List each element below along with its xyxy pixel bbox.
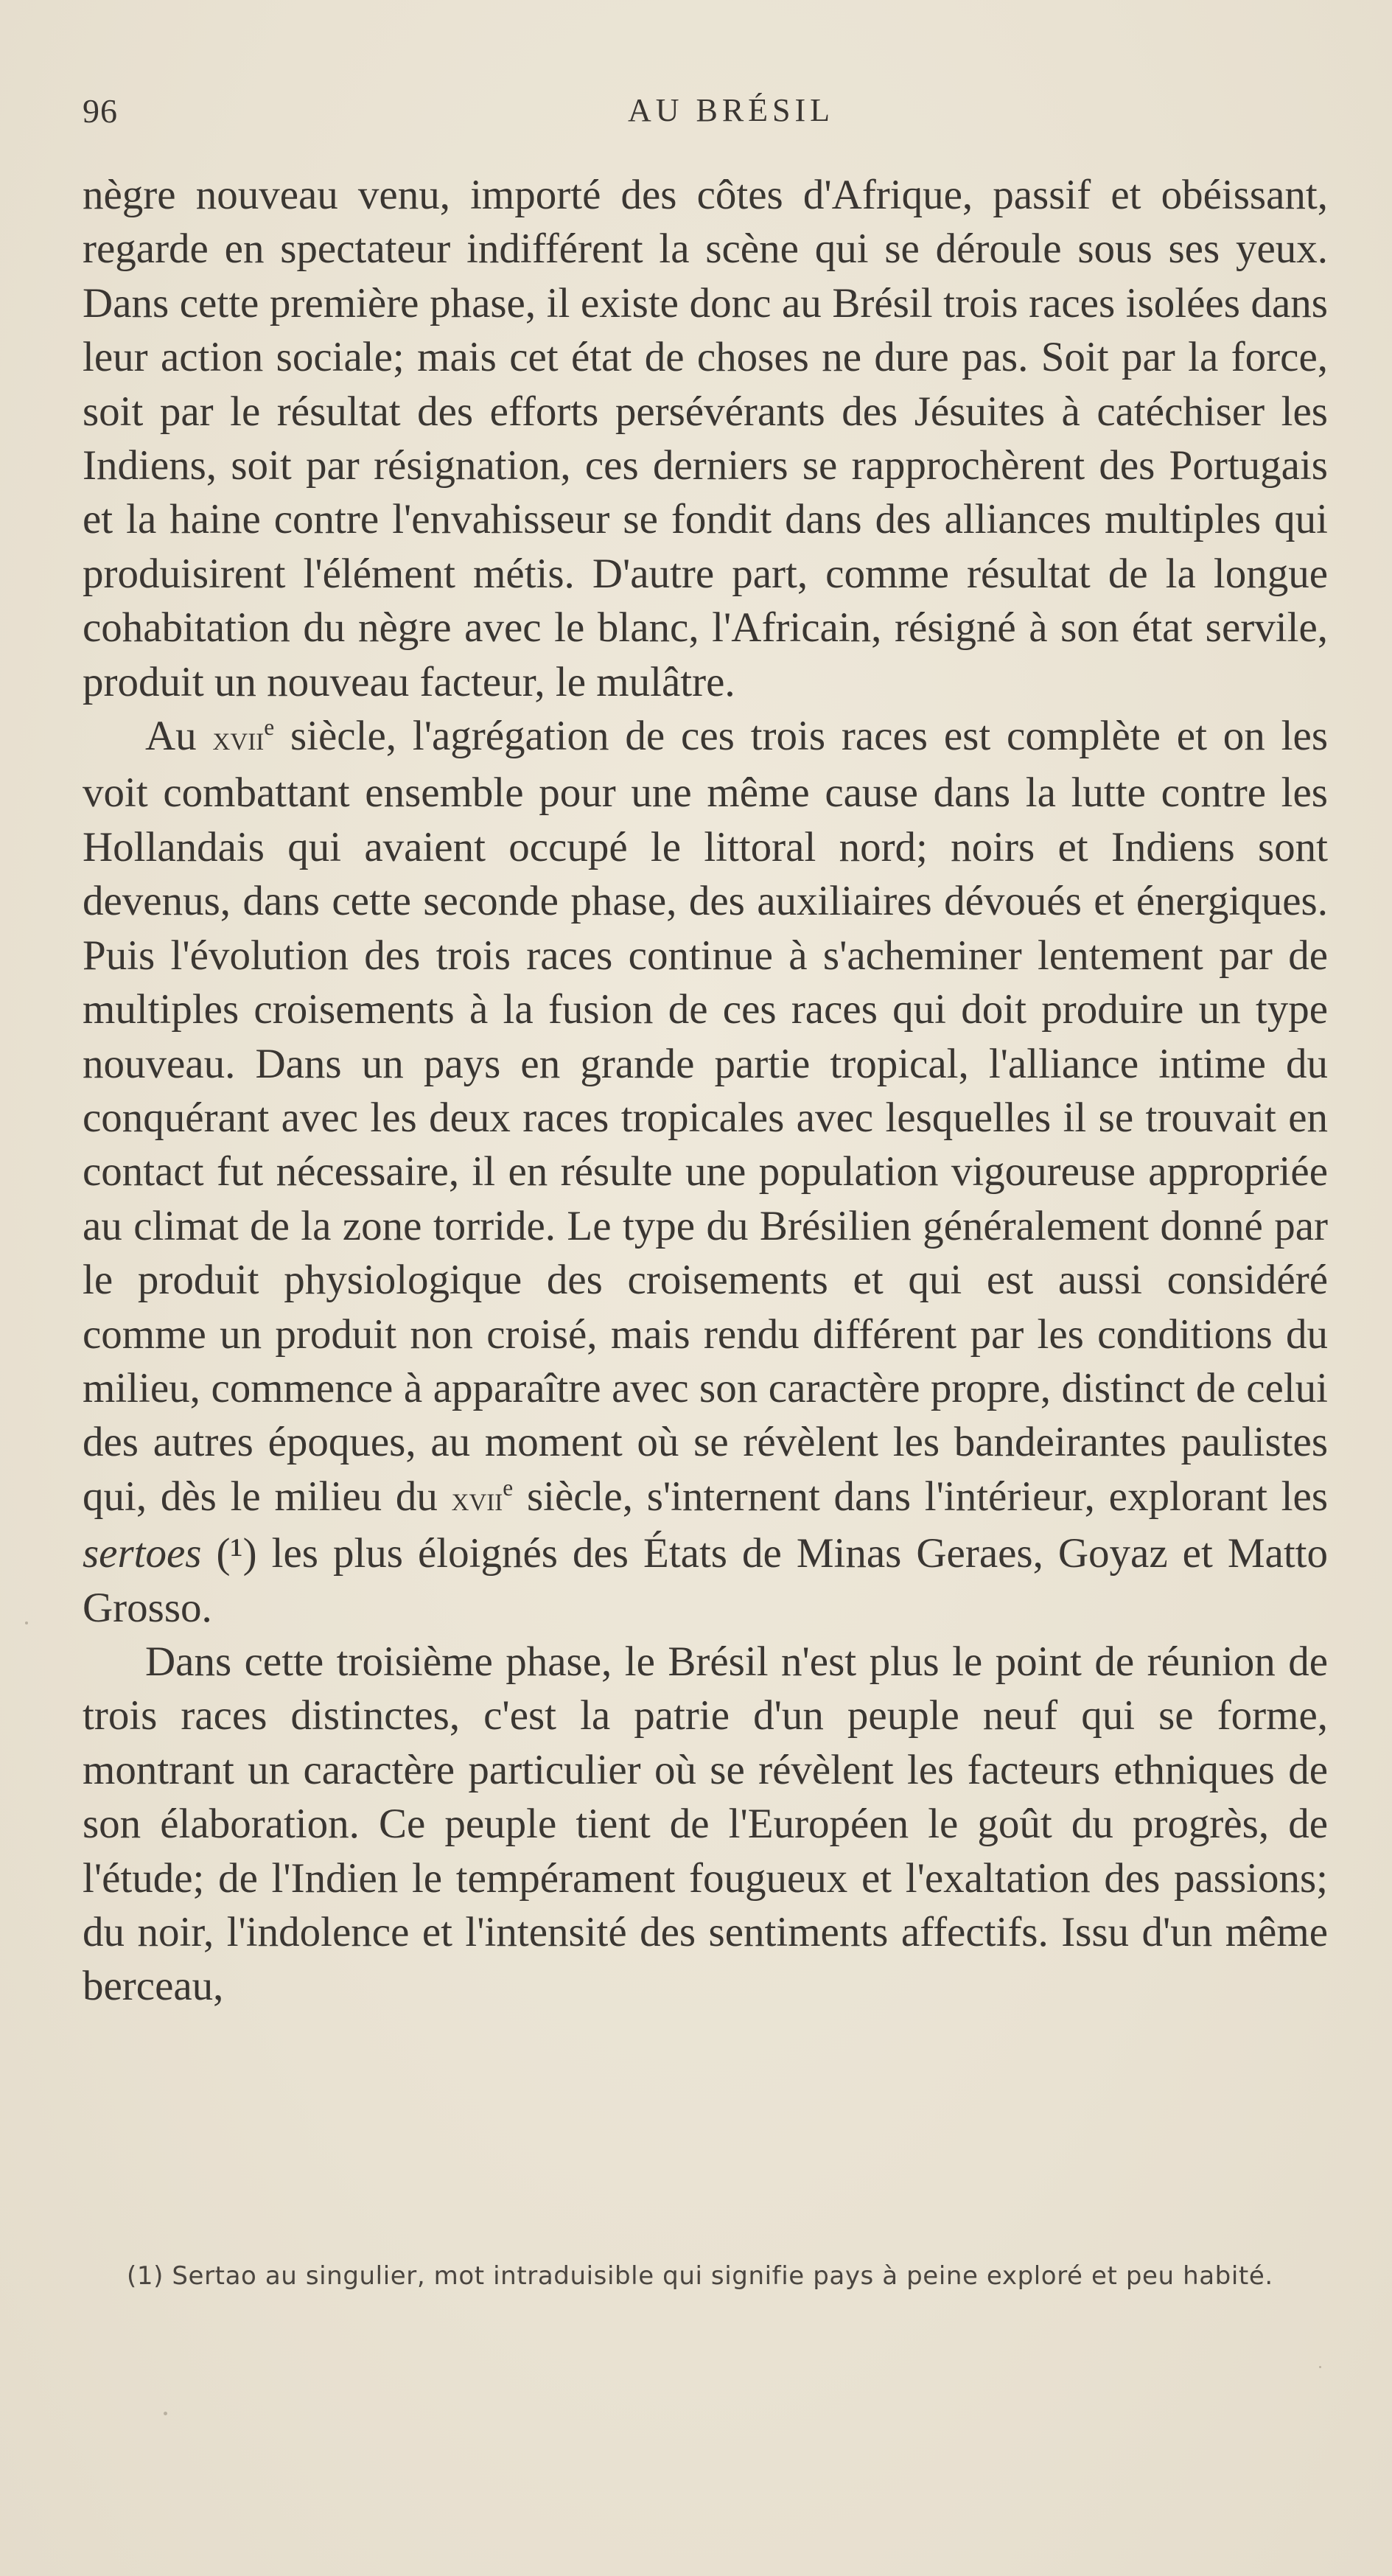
body-text [83, 168, 1328, 2014]
paragraph-3: Dans cette troisième phase, le Brésil n'est plus le point de réunion de trois races distinctes, c'est la patrie d'un peuple neuf qui se forme, montrant un caractère particulier où se révèlent les facteurs ethniques de son élaboration. Ce peuple tient de l'Européen le goût du progrès, de l'étude; de l'Indien le tempérament fougueux et l'exaltation des passions; du noir, l'indolence et l'intensité des sentiments affectifs. Issu d'un même berceau, [83, 1638, 1328, 2010]
century-numeral-2: xvii [451, 1479, 503, 1518]
paper-speck [1319, 2366, 1321, 2368]
paragraph-2-text-c: siècle, s'internent dans l'intérieur, explorant les [513, 1473, 1328, 1520]
paragraph-2 [83, 709, 1328, 1635]
paragraph-2-text-a: Au [145, 713, 213, 760]
italic-term-sertoes: sertoes [83, 1530, 202, 1577]
century-numeral: xvii [212, 719, 265, 758]
page-number: 96 [83, 92, 118, 130]
paragraph-2-text-b: siècle, l'agrégation de ces trois races est complète et on les voit combattant ensemble pour une même cause dans la lutte contre les Hollandais qui avaient occupé le littoral nord; noirs et Indiens sont devenus, dans cette seconde phase, des auxiliaires dévoués et énergiques. Puis l'évolution des trois races continue à s'acheminer lentement par de multiples croisements à la fusion de ces races qui doit produire un type nouveau. Dans un pays en grande partie tropical, l'alliance intime du conquérant avec les deux races tropicales avec lesquelles il se trouvait en contact fut nécessaire, il en résulte une population vigoureuse appropriée au climat de la zone torride. Le type du Brésilien généralement donné par le produit physiologique des croisements et qui est aussi considéré comme un produit non croisé, mais rendu différent par les conditions du milieu, commence à apparaître avec son caractère propre, distinct de celui des autres époques, au moment où se révèlent les bandeirantes paulistes qui, dès le milieu du [83, 713, 1328, 1520]
page-header [83, 87, 1335, 146]
running-head: AU BRÉSIL [627, 92, 835, 128]
century-superscript-2: e [503, 1474, 514, 1501]
paper-speck [164, 2412, 167, 2415]
footnote: (1) Sertao au singulier, mot intraduisible qui signifie pays à peine exploré et peu habité. [127, 2261, 1273, 2291]
century-superscript: e [264, 714, 275, 741]
footnote-reference: (¹) [216, 1530, 257, 1577]
paper-speck [25, 1622, 28, 1624]
paragraph-2-text-d: les plus éloignés des États de Minas Geraes, Goyaz et Matto Grosso. [83, 1530, 1328, 1631]
paragraph-1: nègre nouveau venu, importé des côtes d'Afrique, passif et obéissant, regarde en spectateur indifférent la scène qui se déroule sous ses yeux. Dans cette première phase, il existe donc au Brésil trois races isolées dans leur action sociale; mais cet état de choses ne dure pas. Soit par la force, soit par le résultat des efforts persévérants des Jésuites à catéchiser les Indiens, soit par résignation, ces derniers se rapprochèrent des Portugais et la haine contre l'envahisseur se fondit dans des alliances multiples qui produisirent l'élément métis. D'autre part, comme résultat de la longue cohabitation du nègre avec le blanc, l'Africain, résigné à son état servile, produit un nouveau facteur, le mulâtre. [83, 172, 1328, 705]
